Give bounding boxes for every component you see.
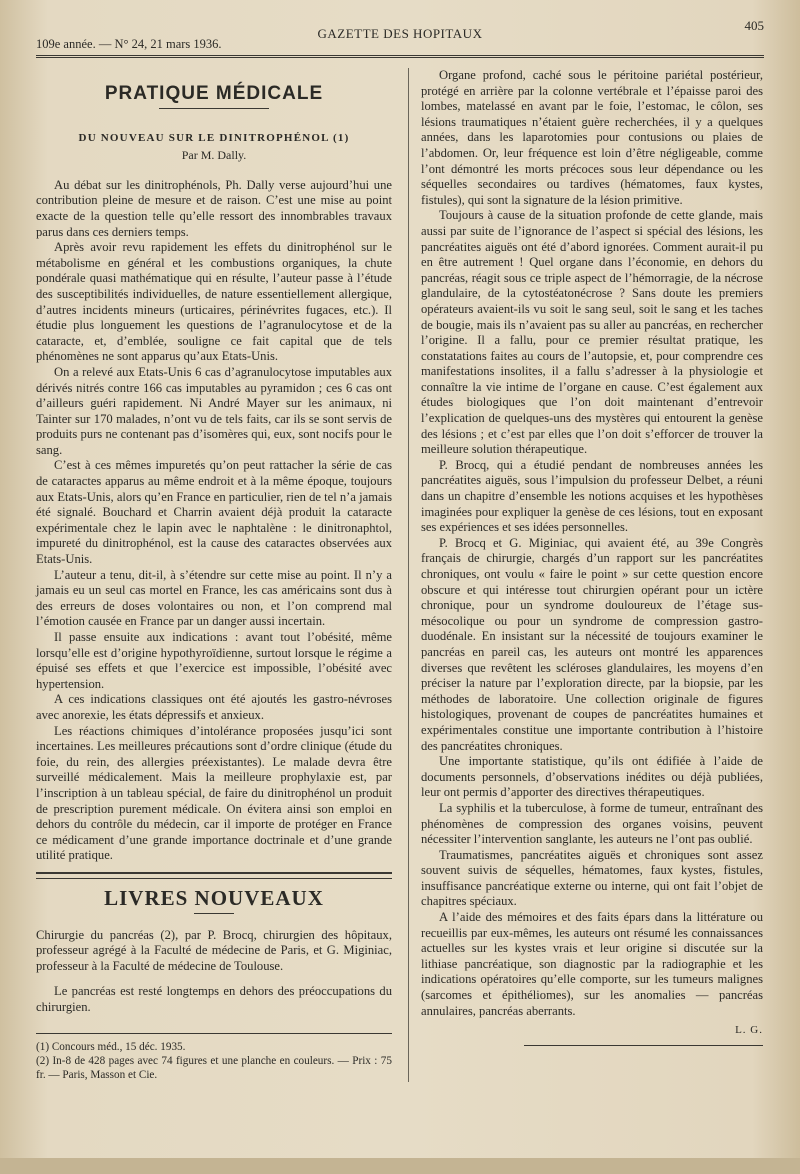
left-column <box>36 68 392 1082</box>
book-reference: Chirurgie du pancréas (2), par P. Brocq, chirurgien des hôpitaux, professeur agrégé à la Faculté de médecine de Paris, et G. Miginiac, professeur à la Faculté de médecine de Toulouse. <box>36 927 392 973</box>
section-divider <box>36 872 392 879</box>
columns <box>36 68 764 1082</box>
paragraph: Au débat sur les dinitrophénols, Ph. Dally verse aujourd’hui une contribution pleine de mesure et de raison. C’est une mise au point exacte de la question telle qu’elle ressort des innombrables travaux parus dans ces derniers temps. <box>36 177 392 239</box>
paragraph: P. Brocq, qui a étudié pendant de nombreuses années les pancréatites aiguës, sous l’impulsion du professeur Delbet, a réuni dans un chapitre d’ensemble les notions acquises et les hypothèses imaginées pour expliquer la genèse de ces lésions, tout en exposant ses expériences et ses idées personnelles. <box>421 457 763 535</box>
paragraph: La syphilis et la tuberculose, à forme de tumeur, entraînant des phénomènes de compression des organes voisins, peuvent nécessiter l’intervention sanglante, les auteurs ne l’ont pas oublié. <box>421 800 763 847</box>
issue-line: 109e année. — N° 24, 21 mars 1936. <box>36 37 222 51</box>
rubric-rule <box>159 108 269 109</box>
paragraph: Traumatismes, pancréatites aiguës et chroniques sont assez souvent suivis de séquelles, hématomes, faux kystes, fistules, insuffisance pancréatique externe ou interne, qui ont fait l’objet de chapitres spéciaux. <box>421 847 763 909</box>
article-author: Par M. Dally. <box>181 148 247 163</box>
end-rule <box>524 1045 763 1046</box>
rubric-title: PRATIQUE MÉDICALE <box>104 83 324 104</box>
footnote-2: (2) In-8 de 428 pages avec 74 figures et une planche en couleurs. — Prix : 75 fr. — Paris, Masson et Cie. <box>36 1055 392 1082</box>
signature: L. G. <box>735 1024 763 1037</box>
footnotes <box>36 1033 392 1082</box>
books-rule <box>194 913 234 914</box>
page-header <box>36 14 764 58</box>
paragraph: A l’aide des mémoires et des faits épars dans la littérature ou recueillis par eux-mêmes, les auteurs ont résumé les connaissances actuelles sur les kystes vrais et leur origine si discutée sur la lithiase pancréatique, son diagnostic par la radiographie et les indications opératoires qu’elle comporte, sur les tumeurs malignes (sarcomes et épithéliomes), sur les anomalies — pancréas annulaires, pancréas aberrants. <box>421 910 763 1018</box>
books-rubric: LIVRES NOUVEAUX <box>104 885 324 910</box>
paragraph: P. Brocq et G. Miginiac, qui avaient été, au 39e Congrès français de chirurgie, chargés d’un rapport sur les pancréatites chroniques, ont voulu « faire le point » sur cette question encore obscure et qui intéresse tout chirurgien opérant pour un ictère chronique, pour un syndrome douloureux de l’étage sus-mésocolique ou pour un syndrome de compression gastro-duodénale. En insistant sur la nécessité de toujours examiner le pancréas en pareil cas, les auteurs ont montré les apparences diverses que revêtent les scléroses glandulaires, les moyens d’en préciser la nature par l’exploration directe, par la biopsie, par les méthodes de laboratoire. Une collection originale de figures histologiques, provenant de coupes de pancréatites humaines et expérimentales constitue une importante contribution à l’histoire des pancréatites chroniques. <box>421 535 763 753</box>
book-intro: Le pancréas est resté longtemps en dehors des préoccupations du chirurgien. <box>36 984 392 1014</box>
paragraph: A ces indications classiques ont été ajoutés les gastro-névroses avec anorexie, les états dépressifs et anxieux. <box>36 692 392 722</box>
article-title: DU NOUVEAU SUR LE DINITROPHÉNOL (1) <box>78 131 350 144</box>
paragraph: Une importante statistique, qu’ils ont édifiée à l’aide de documents personnels, d’observations inédites ou déjà publiées, leur ont permis d’apporter des directives thérapeutiques. <box>421 754 763 800</box>
paragraph: On a relevé aux Etats-Unis 6 cas d’agranulocytose imputables aux dérivés nitrés contre 166 cas imputables au pyramidon ; ces 6 cas ont d’ailleurs guéri rapidement. Ni André Mayer sur les animaux, ni Tainter sur 170 malades, n’ont vu de tels faits, car ils se sont servis de produits purs ne contenant pas d’isomères qui, eux, sont nocifs pour le sang. <box>36 364 392 457</box>
paragraph: Il passe ensuite aux indications : avant tout l’obésité, même lorsqu’elle est d’origine hypothyroïdienne, surtout lorsque le régime a épuisé ses effets et que l’exercice est impossible, l’obésité avec hypertension. <box>36 630 392 691</box>
page-bottom-edge <box>0 1158 800 1174</box>
paragraph: L’auteur a tenu, dit-il, à s’étendre sur cette mise au point. Il n’y a jamais eu un seul cas mortel en France, les cas américains sont dus à des erreurs de doses volontaires ou non, et l’on comprend mal l’émotion causée en France par un danger aussi incertain. <box>36 567 392 629</box>
paragraph: Les réactions chimiques d’intolérance proposées jusqu’ici sont incertaines. Les meilleures précautions sont d’ordre clinique (étude du foie, du rein, des allergies préexistantes). Le malade devra être surveillé médicalement. Mais la meilleure prophylaxie est, par l’inscription à un tableau spécial, de faire du dinitrophénol un produit de prescription purement médicale. On évitera ainsi son emploi en dehors du contrôle du médecin, car il importe de protéger en France ce médicament d’une grande importance doctrinale et d’une grande utilité pratique. <box>36 723 392 863</box>
footnote-1: (1) Concours méd., 15 déc. 1935. <box>36 1041 186 1054</box>
paragraph: Après avoir revu rapidement les effets du dinitrophénol sur le métabolisme en général et les combustions organiques, la chute pondérale quasi mathématique qui en résulte, l’auteur passe à l’étude des susceptibilités individuelles, de nature essentiellement allergique, d’autres incidents mineurs (urticaires, périnévrites fugaces, etc.). Il étudie plus longuement les questions de l’agranulocytose et de la cataracte, et, d’emblée, souligne ce fait capital que de tels phénomènes ne sont apparus qu’aux Etats-Unis. <box>36 240 392 364</box>
right-column <box>408 68 763 1082</box>
paragraph: C’est à ces mêmes impuretés qu’on peut rattacher la série de cas de cataractes apparus au même endroit et à la même époque, toujours aux Etats-Unis, alors qu’en France en particulier, rien de tel n’a jamais été signalé. Bouchard et Charrin avaient déjà produit la cataracte expérimentale chez le lapin avec le naphtalène : le dinitronaphtol, impureté du dinitrophénol, est la cause des cataractes observées aux Etats-Unis. <box>36 458 392 567</box>
page-number: 405 <box>744 18 764 33</box>
journal-title: GAZETTE DES HOPITAUX <box>317 26 483 41</box>
paragraph: Organe profond, caché sous le péritoine pariétal postérieur, protégé en arrière par la colonne vertébrale et l’épaisse paroi des lombes, matelassé en avant par le foie, l’estomac, le côlon, ses lésions traumatiques n’étaient guère recherchées, il y a quelques années, dans les laparotomies pour contusions ou plaies de l’abdomen. Or, leur fréquence est loin d’être négligeable, comme l’ont démontré les morts précoces sous leur dépendance ou les séquelles secondaires ou tardives (hématomes, faux kystes, fistules), qui sont la signature de la lésion primitive. <box>421 68 763 207</box>
paragraph: Toujours à cause de la situation profonde de cette glande, mais aussi par suite de l’ignorance de l’aspect si spécial des lésions, les pancréatites aiguës ont été d’abord ignorées. Comment aurait-il pu en être autrement ! Quel organe dans l’économie, en dehors du pancréas, réagit sous ce triple aspect de l’hémorragie, de la nécrose glandulaire, de la cytostéatonécrose ? Sans doute les premiers opérateurs avaient-ils vu soit le sang seul, soit le sang et les taches de bougie, mais ils n’avaient pas su aller au pancréas, en rechercher l’origine. Il a fallu, pour ce premier résultat pratique, les constatations faites au cours de l’autopsie, et, pour comprendre ces manifestations insolites, il a fallu s’adresser à la physiologie et connaître la vie intime de l’organe en cause. C’est également aux études biologiques que l’on doit maintenant d’entrevoir l’explication de quelques-uns des mystères qui entourent la genèse des lésions ; et c’est par elles que l’on doit s’efforcer de trouver la meilleure solution thérapeutique. <box>421 208 763 457</box>
